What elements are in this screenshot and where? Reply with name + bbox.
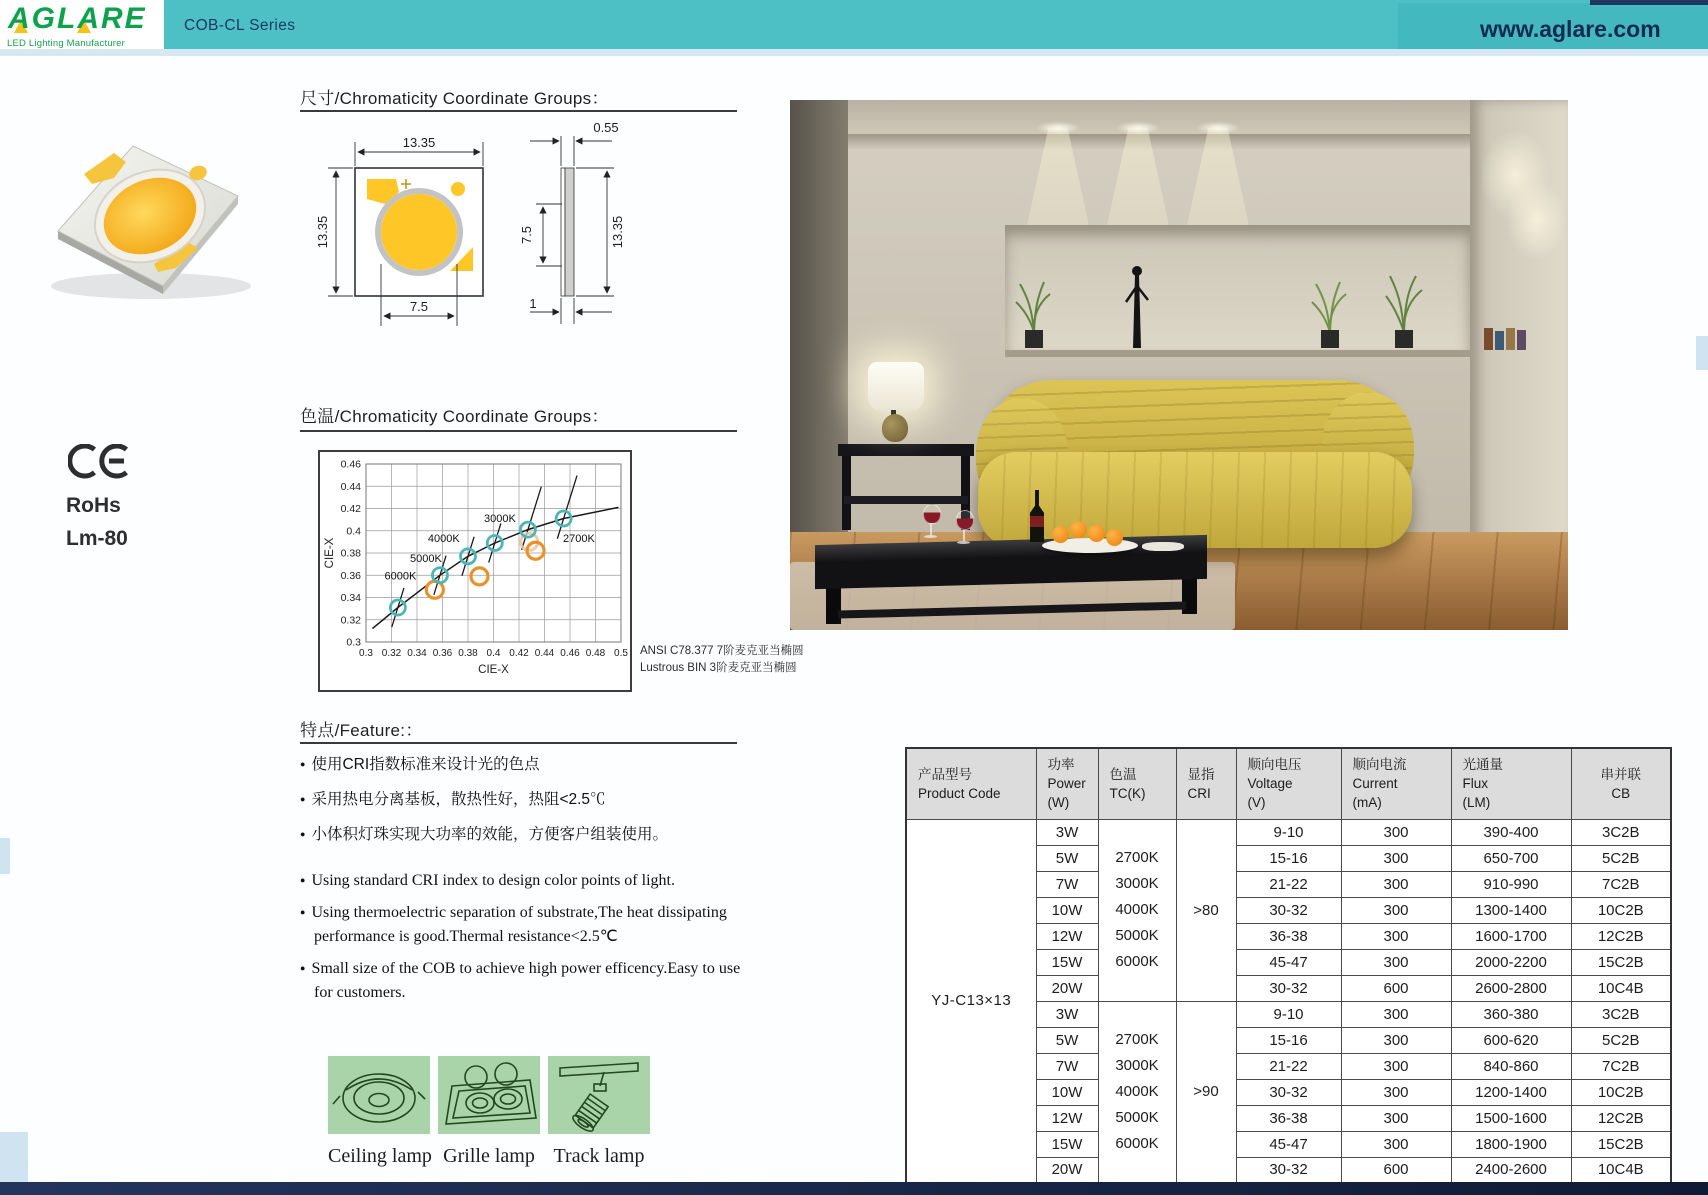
table-cell: 650-700 (1451, 845, 1571, 871)
table-cell: 1300-1400 (1451, 897, 1571, 923)
svg-text:0.32: 0.32 (381, 648, 402, 659)
table-cell: 3W (1036, 1001, 1098, 1027)
table-cell: 7C2B (1571, 871, 1671, 897)
table-cell: 300 (1341, 1105, 1451, 1131)
dim-side-inner: 7.5 (519, 225, 534, 245)
product-code-cell: YJ-C13×13 (906, 819, 1036, 1183)
table-cell: 20W (1036, 1157, 1098, 1183)
spec-header-voltage: 顺向电压 Voltage (V) (1236, 748, 1341, 819)
spec-table (905, 747, 1672, 1184)
application-lamps (328, 1056, 650, 1168)
table-cell: 600 (1341, 1157, 1451, 1183)
table-cell: 15W (1036, 949, 1098, 975)
table-cell: 1500-1600 (1451, 1105, 1571, 1131)
table-cell: 10C2B (1571, 1079, 1671, 1105)
table-cell: 1600-1700 (1451, 923, 1571, 949)
svg-text:0.5: 0.5 (614, 648, 628, 659)
table-cell: 12W (1036, 1105, 1098, 1131)
table-cell: 45-47 (1236, 1131, 1341, 1157)
lm80-label: Lm-80 (66, 527, 128, 550)
application-ceiling-lamp (328, 1056, 430, 1168)
svg-text:0.34: 0.34 (340, 592, 361, 604)
photo-books (1484, 328, 1544, 350)
wine-glass (923, 504, 941, 538)
svg-text:0.3: 0.3 (346, 636, 361, 649)
spec-header-cct: 色温 TC(K) (1098, 748, 1176, 819)
table-cell: 9-10 (1236, 1001, 1341, 1027)
logo-tagline: LED Lighting Manufacturer (7, 38, 126, 49)
chromaticity-section-title: 色温/Chromaticity Coordinate Groups： (300, 407, 609, 426)
table-cell: 2400-2600 (1451, 1157, 1571, 1183)
table-cell: 10C4B (1571, 975, 1671, 1001)
table-cell: 15-16 (1236, 1027, 1341, 1053)
cri-cell: >80 (1176, 819, 1236, 1001)
sculpture (1120, 262, 1154, 352)
svg-text:4000K: 4000K (427, 532, 460, 545)
svg-text:CIE-X: CIE-X (478, 664, 509, 676)
svg-text:0.38: 0.38 (340, 547, 361, 560)
header-navy-strip (1590, 0, 1708, 5)
cob-led-chip-image (26, 96, 276, 308)
svg-text:0.44: 0.44 (340, 480, 361, 493)
wine-glass (956, 510, 974, 544)
table-cell: 300 (1341, 923, 1451, 949)
table-cell: 300 (1341, 1131, 1451, 1157)
table-cell: 15C2B (1571, 949, 1671, 975)
series-title: COB-CL Series (184, 17, 296, 34)
dimension-drawing (300, 116, 740, 348)
table-cell: 21-22 (1236, 871, 1341, 897)
table-cell: 1200-1400 (1451, 1079, 1571, 1105)
table-cell: 9-10 (1236, 819, 1341, 845)
scan-artifact (0, 1132, 28, 1182)
table-cell: 30-32 (1236, 975, 1341, 1001)
svg-text:0.46: 0.46 (560, 648, 580, 659)
ce-mark-icon (68, 444, 138, 484)
table-cell: 2600-2800 (1451, 975, 1571, 1001)
table-lamp (868, 362, 924, 412)
table-cell: 10W (1036, 1079, 1098, 1105)
table-cell: 45-47 (1236, 949, 1341, 975)
table-cell: 7W (1036, 871, 1098, 897)
table-cell: 360-380 (1451, 1001, 1571, 1027)
svg-text:5000K: 5000K (410, 552, 442, 565)
table-cell: 10C4B (1571, 1157, 1671, 1183)
spec-header-flux: 光通量 Flux (LM) (1451, 748, 1571, 819)
brand-logo (0, 0, 164, 53)
svg-text:0.4: 0.4 (346, 525, 361, 538)
dim-top-width: 13.35 (402, 135, 436, 150)
annotation-line: Lustrous BIN 3阶麦克亚当椭圆 (640, 662, 797, 674)
rohs-label: RoHs (66, 494, 121, 517)
feature-item: ● Using standard CRI index to design color points of light. (300, 868, 762, 893)
svg-text:0.4: 0.4 (486, 648, 501, 659)
dim-thickness: 0.55 (593, 120, 619, 135)
table-row (906, 819, 1671, 845)
dim-side-height: 13.35 (610, 215, 625, 249)
photo-cove-shadow (790, 134, 1568, 150)
spec-header-product: 产品型号 Product Code (906, 748, 1036, 819)
dim-side-bottom: 1 (529, 296, 537, 311)
ceiling-lamp-icon (328, 1056, 430, 1134)
table-cell: 300 (1341, 1079, 1451, 1105)
table-cell: 300 (1341, 819, 1451, 845)
table-cell: 7W (1036, 1053, 1098, 1079)
svg-text:CIE-X: CIE-X (324, 537, 336, 569)
table-cell: 840-860 (1451, 1053, 1571, 1079)
grille-lamp-icon (438, 1056, 540, 1134)
feature-item: ● 采用热电分离基板，散热性好，热阻<2.5℃ (300, 787, 760, 809)
footer-bar (0, 1182, 1708, 1195)
svg-text:0.32: 0.32 (340, 614, 361, 627)
table-cell: 600-620 (1451, 1027, 1571, 1053)
table-cell: 20W (1036, 975, 1098, 1001)
table-cell: 300 (1341, 1027, 1451, 1053)
features-english-list (300, 868, 762, 1012)
table-cell: 36-38 (1236, 923, 1341, 949)
table-cell: 30-32 (1236, 1079, 1341, 1105)
lamp-label: Grille lamp (443, 1145, 535, 1167)
cie-chromaticity-chart (318, 450, 632, 692)
svg-text:0.38: 0.38 (458, 648, 478, 659)
scan-artifact (0, 838, 10, 874)
photo-side-table (838, 444, 974, 530)
feature-item: ● 小体积灯珠实现大功率的效能，方便客户组装使用。 (300, 822, 760, 844)
table-cell: 30-32 (1236, 897, 1341, 923)
table-cell: 15W (1036, 1131, 1098, 1157)
plant (1382, 270, 1426, 352)
table-cell: 3C2B (1571, 1001, 1671, 1027)
spec-header-current: 顺向电流 Current (mA) (1341, 748, 1451, 819)
annotation-line: ANSI C78.377 7阶麦克亚当椭圆 (640, 645, 804, 657)
table-cell: 5W (1036, 1027, 1098, 1053)
application-grille-lamp (438, 1056, 540, 1168)
table-cell: 15-16 (1236, 845, 1341, 871)
table-cell: 7C2B (1571, 1053, 1671, 1079)
scan-artifact (1696, 336, 1708, 370)
track-lamp-icon (548, 1056, 650, 1134)
svg-text:0.36: 0.36 (340, 569, 361, 582)
svg-text:0.46: 0.46 (340, 458, 361, 471)
table-cell: 300 (1341, 1053, 1451, 1079)
header-divider (0, 49, 1708, 56)
dimensions-section-title: 尺寸/Chromaticity Coordinate Groups： (300, 89, 609, 108)
section-divider (300, 110, 737, 112)
svg-text:6000K: 6000K (384, 570, 417, 583)
website-url: www.aglare.com (1480, 16, 1661, 42)
svg-text:0.3: 0.3 (359, 648, 373, 659)
logo-wordmark: AGLARE (8, 2, 147, 35)
table-cell: 300 (1341, 897, 1451, 923)
table-cell: 12W (1036, 923, 1098, 949)
chart-annotation (640, 643, 804, 677)
header-bar (0, 0, 1708, 49)
plant (1012, 278, 1056, 352)
features-section-title: 特点/Feature:： (300, 721, 423, 740)
table-cell: 910-990 (1451, 871, 1571, 897)
spec-header-cri: 显指 CRI (1176, 748, 1236, 819)
feature-item: ● Using thermoelectric separation of substrate,The heat dissipating performance is good.Thermal resistance<2.5℃ (300, 900, 762, 949)
table-cell: 390-400 (1451, 819, 1571, 845)
table-cell: 5C2B (1571, 845, 1671, 871)
table-cell: 600 (1341, 975, 1451, 1001)
table-cell: 3C2B (1571, 819, 1671, 845)
table-cell: 21-22 (1236, 1053, 1341, 1079)
svg-text:2700K: 2700K (563, 532, 595, 545)
spec-header-power: 功率 Power (W) (1036, 748, 1098, 819)
table-cell: 12C2B (1571, 1105, 1671, 1131)
svg-text:0.42: 0.42 (509, 648, 529, 659)
features-chinese-list (300, 752, 760, 857)
living-room-photo (790, 100, 1568, 630)
table-cell: 36-38 (1236, 1105, 1341, 1131)
svg-text:0.44: 0.44 (534, 648, 555, 659)
table-cell: 15C2B (1571, 1131, 1671, 1157)
table-cell: 12C2B (1571, 923, 1671, 949)
table-cell: 300 (1341, 845, 1451, 871)
svg-text:0.36: 0.36 (432, 648, 453, 659)
lamp-label: Ceiling lamp (328, 1145, 432, 1167)
table-cell: 10C2B (1571, 897, 1671, 923)
svg-text:0.42: 0.42 (340, 503, 361, 515)
dim-left-height: 13.35 (315, 215, 330, 249)
table-cell: 1800-1900 (1451, 1131, 1571, 1157)
downlight-glow (1196, 122, 1240, 134)
cri-cell: >90 (1176, 1001, 1236, 1183)
table-cell: 10W (1036, 897, 1098, 923)
table-cell: 300 (1341, 1001, 1451, 1027)
application-track-lamp (548, 1056, 650, 1168)
downlight-glow (1116, 122, 1160, 134)
section-divider (300, 430, 737, 432)
table-cell: 300 (1341, 949, 1451, 975)
svg-text:3000K: 3000K (483, 512, 516, 525)
feature-item: ● 使用CRI指数标准来设计光的色点 (300, 752, 760, 774)
cct-cell: 2700K 3000K 4000K 5000K 6000K (1098, 1001, 1176, 1183)
lamp-label: Track lamp (553, 1145, 645, 1167)
svg-text:0.48: 0.48 (585, 648, 606, 659)
table-cell: 2000-2200 (1451, 949, 1571, 975)
plant (1308, 278, 1352, 352)
table-cell: 3W (1036, 819, 1098, 845)
svg-text:0.34: 0.34 (407, 648, 427, 659)
spec-header-cb: 串并联 CB (1571, 748, 1671, 819)
table-cell: 30-32 (1236, 1157, 1341, 1183)
dim-emitter-width: 7.5 (409, 299, 429, 314)
photo-ceiling (790, 100, 1568, 134)
cct-cell: 2700K 3000K 4000K 5000K 6000K (1098, 819, 1176, 1001)
section-divider (300, 742, 737, 744)
table-cell: 5C2B (1571, 1027, 1671, 1053)
table-cell: 300 (1341, 871, 1451, 897)
feature-item: ● Small size of the COB to achieve high power efficency.Easy to use for customers. (300, 956, 762, 1005)
downlight-glow (1036, 122, 1080, 134)
table-cell: 5W (1036, 845, 1098, 871)
